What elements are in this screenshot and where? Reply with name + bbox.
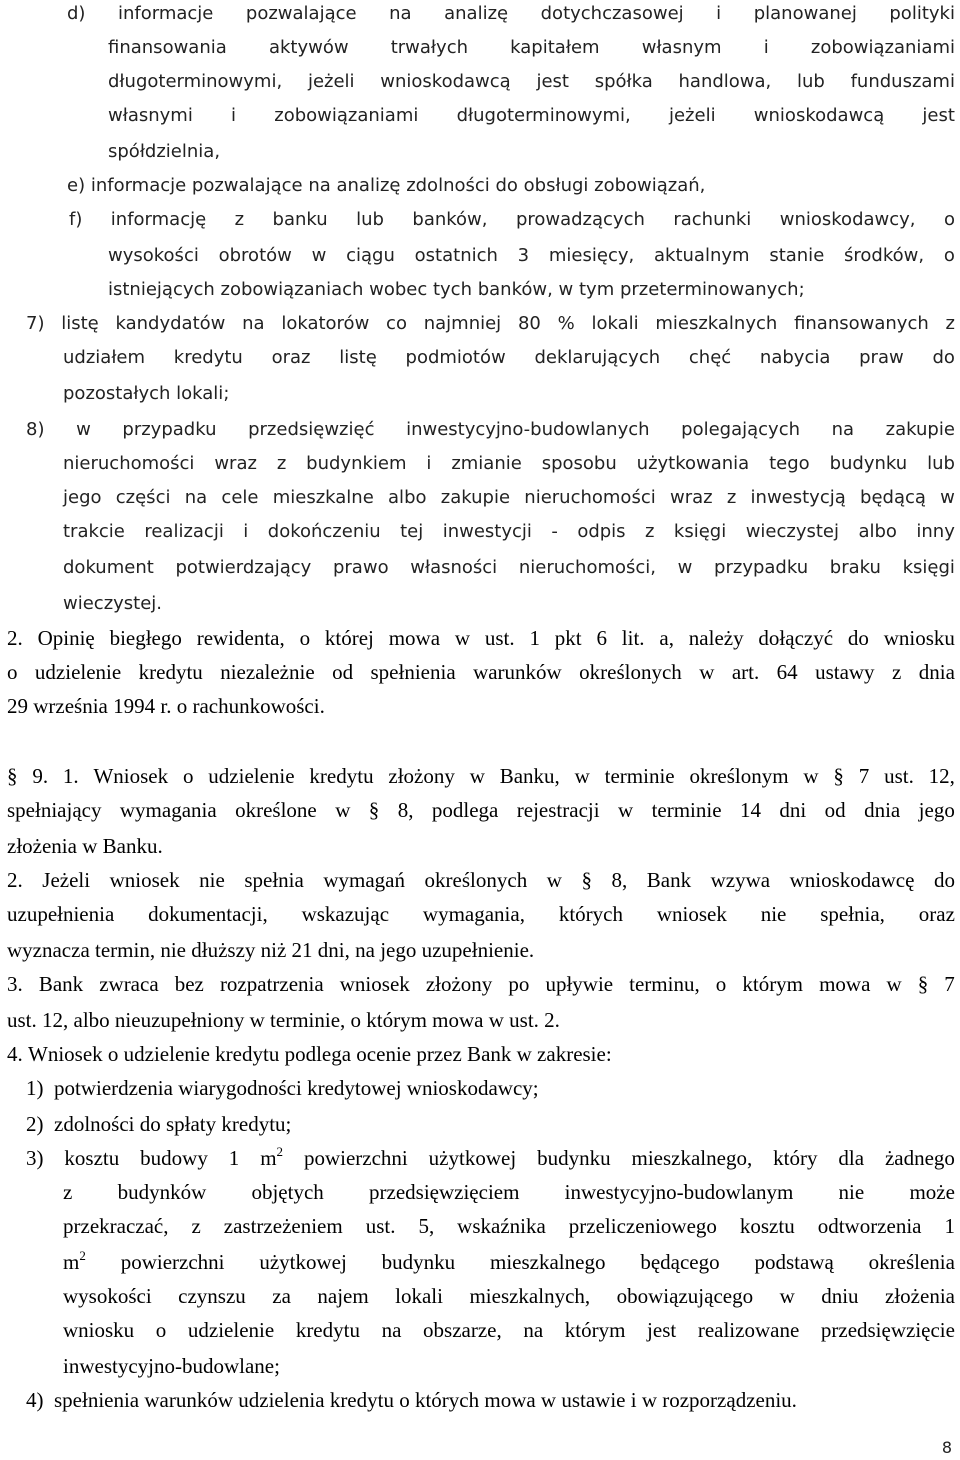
text-line: wniosku o udzielenie kredytu na obszarze, na którym jest realizowane przedsięwzięcie <box>63 1318 955 1342</box>
text-line: trakcie realizacji i dokończeniu tej inwestycji - odpis z księgi wieczystej albo inny <box>63 521 955 542</box>
text-line: o udzielenie kredytu niezależnie od spełnienia warunków określonych w art. 64 ustawy z dnia <box>7 660 955 684</box>
text-line: inwestycyjno-budowlane; <box>63 1354 280 1378</box>
text-line: 4. Wniosek o udzielenie kredytu podlega ocenie przez Bank w zakresie: <box>7 1042 612 1066</box>
text-line: § 9. 1. Wniosek o udzielenie kredytu złożony w Banku, w terminie określonym w § 7 ust. 12, <box>7 764 955 788</box>
text-line: wysokości obrotów w ciągu ostatnich 3 miesięcy, aktualnym stanie środków, o <box>108 245 955 266</box>
text-line: 8) w przypadku przedsięwzięć inwestycyjno-budowlanych polegających na zakupie <box>26 419 955 440</box>
text-line: własnymi i zobowiązaniami długoterminowymi, jeżeli wnioskodawcą jest <box>108 105 955 126</box>
text-line: $m^2$ powierzchni użytkowej budynku mieszkalnego będącego podstawą określenia <box>63 1248 955 1274</box>
text-line: wieczystej. <box>63 593 163 614</box>
text-line: długoterminowymi, jeżeli wnioskodawcą jest spółka handlowa, lub funduszami <box>108 71 955 92</box>
text-line: 1) potwierdzenia wiarygodności kredytowej wnioskodawcy; <box>26 1076 539 1100</box>
text-line: 2. Jeżeli wniosek nie spełnia wymagań określonych w § 8, Bank wzywa wnioskodawcę do <box>7 868 955 892</box>
text-line: 29 września 1994 r. o rachunkowości. <box>7 694 325 718</box>
text-line: jego części na cele mieszkalne albo zakupie nieruchomości wraz z inwestycją będącą w <box>63 487 955 508</box>
text-line: dokument potwierdzający prawo własności nieruchomości, w przypadku braku księgi <box>63 557 955 578</box>
text-line: 2. Opinię biegłego rewidenta, o której mowa w ust. 1 pkt 6 lit. a, należy dołączyć do wniosku <box>7 626 955 650</box>
text-line: wysokości czynszu za najem lokali mieszkalnych, obowiązującego w dniu złożenia <box>63 1284 955 1308</box>
text-line: pozostałych lokali; <box>63 383 230 404</box>
text-line: wyznacza termin, nie dłuższy niż 21 dni, na jego uzupełnienie. <box>7 938 535 962</box>
text-line: złożenia w Banku. <box>7 834 163 858</box>
text-line: udziałem kredytu oraz listę podmiotów deklarujących chęć nabycia praw do <box>63 347 955 368</box>
text-line: przekraczać, z zastrzeżeniem ust. 5, wskaźnika przeliczeniowego kosztu odtworzenia 1 <box>63 1214 955 1238</box>
text-line: uzupełnienia dokumentacji, wskazując wymagania, których wniosek nie spełnia, oraz <box>7 902 955 926</box>
text-line: 7) listę kandydatów na lokatorów co najmniej 80 % lokali mieszkalnych finansowanych z <box>26 313 955 334</box>
text-line: 3. Bank zwraca bez rozpatrzenia wniosek złożony po upływie terminu, o którym mowa w § 7 <box>7 972 955 996</box>
text-line: f) informację z banku lub banków, prowadzących rachunki wnioskodawcy, o <box>69 209 955 230</box>
text-line: 2) zdolności do spłaty kredytu; <box>26 1112 292 1136</box>
text-line: nieruchomości wraz z budynkiem i zmianie sposobu użytkowania tego budynku lub <box>63 453 955 474</box>
text-line: d) informacje pozwalające na analizę dotychczasowej i planowanej polityki <box>67 3 955 24</box>
text-line: finansowania aktywów trwałych kapitałem własnym i zobowiązaniami <box>108 37 955 58</box>
text-line: spełniający wymagania określone w § 8, podlega rejestracji w terminie 14 dni od dnia jego <box>7 798 955 822</box>
text-line: 3) kosztu budowy 1 $m^2$ powierzchni użytkowej budynku mieszkalnego, który dla żadnego <box>26 1144 955 1170</box>
text-line: e) informacje pozwalające na analizę zdolności do obsługi zobowiązań, <box>67 175 706 196</box>
page-number: 8 <box>941 1438 952 1457</box>
text-line: spółdzielnia, <box>108 141 221 162</box>
text-line: 4) spełnienia warunków udzielenia kredytu o których mowa w ustawie i w rozporządzeniu. <box>26 1388 797 1412</box>
text-line: z budynków objętych przedsięwzięciem inwestycyjno-budowlanym nie może <box>63 1180 955 1204</box>
text-line: istniejących zobowiązaniach wobec tych banków, w tym przeterminowanych; <box>108 279 805 300</box>
text-line: ust. 12, albo nieuzupełniony w terminie, o którym mowa w ust. 2. <box>7 1008 560 1032</box>
